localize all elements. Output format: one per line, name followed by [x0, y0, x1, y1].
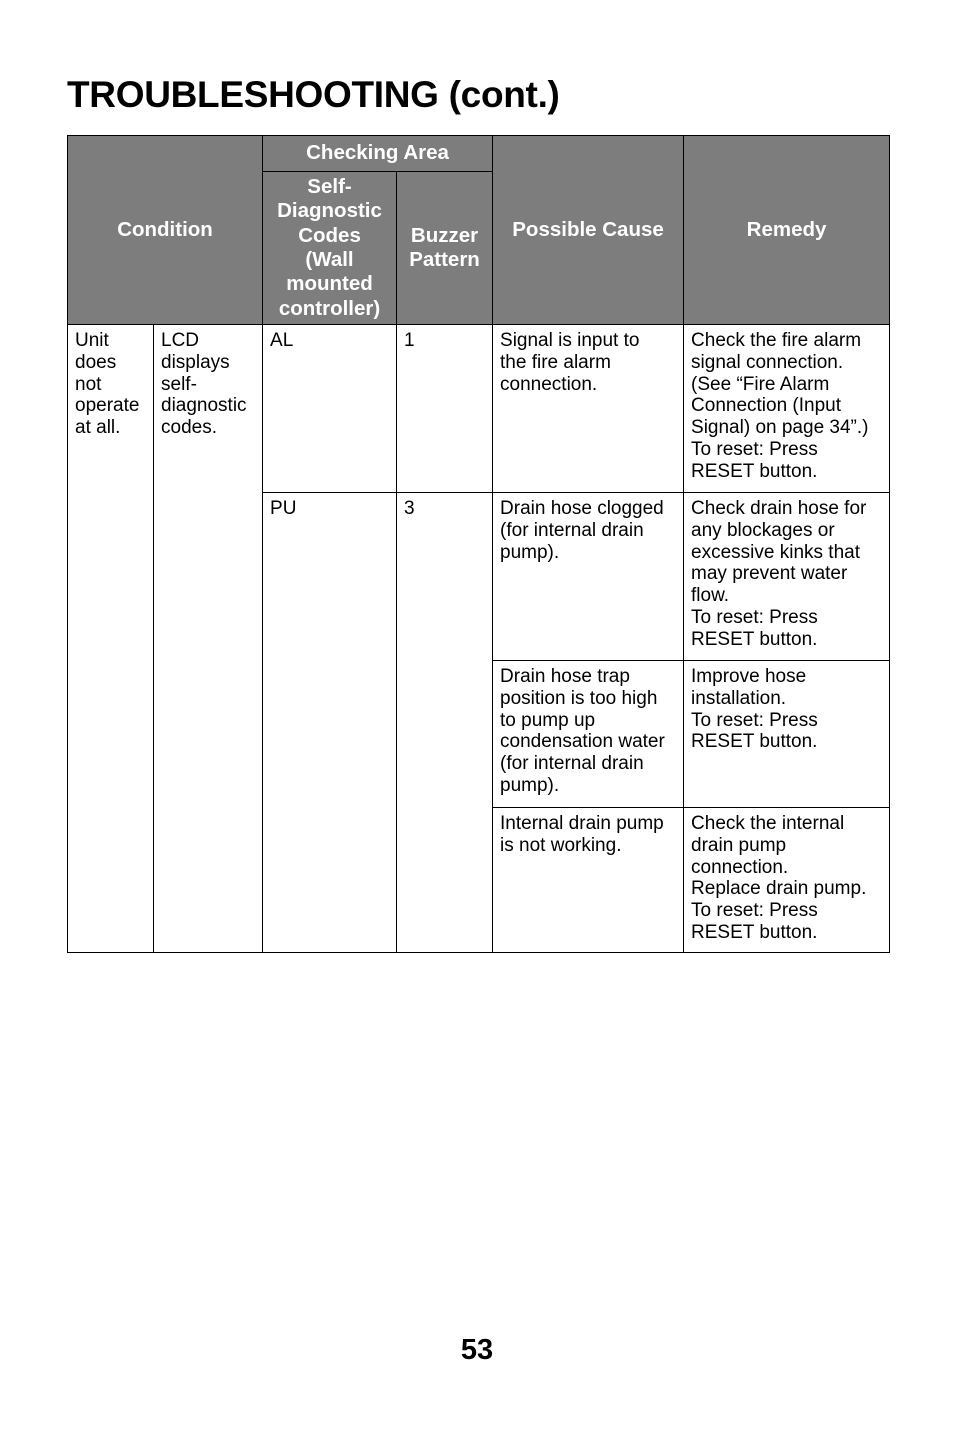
code-cell: AL: [263, 325, 397, 493]
buzzer-cell: 3: [397, 493, 493, 953]
cause-cell: Drain hose clogged (for internal drain pump).: [493, 493, 684, 661]
header-checking-area: Checking Area: [263, 136, 493, 172]
header-buzzer-pattern: Buzzer Pattern: [397, 172, 493, 325]
remedy-cell: Check drain hose for any blockages or excessive kinks that may prevent water flow. To reset: Press RESET button.: [684, 493, 890, 661]
cause-cell: Drain hose trap position is too high to pump up condensation water (for internal drain pump).: [493, 661, 684, 808]
remedy-cell: Check the fire alarm signal connection. (See “Fire Alarm Connection (Input Signal) on page 34”.) To reset: Press RESET button.: [684, 325, 890, 493]
remedy-cell: Improve hose installation. To reset: Press RESET button.: [684, 661, 890, 808]
condition-main-cell: Unit does not operate at all.: [68, 325, 154, 953]
troubleshooting-table: [67, 135, 890, 953]
page-title: TROUBLESHOOTING (cont.): [67, 74, 560, 115]
header-condition: Condition: [68, 136, 263, 325]
table-row: [68, 325, 890, 493]
buzzer-cell: 1: [397, 325, 493, 493]
code-cell: PU: [263, 493, 397, 953]
condition-sub-cell: LCD displays self- diagnostic codes.: [154, 325, 263, 953]
cause-cell: Signal is input to the fire alarm connection.: [493, 325, 684, 493]
header-possible-cause: Possible Cause: [493, 136, 684, 325]
header-self-diagnostic-codes: Self- Diagnostic Codes (Wall mounted controller): [263, 172, 397, 325]
cause-cell: Internal drain pump is not working.: [493, 808, 684, 953]
header-remedy: Remedy: [684, 136, 890, 325]
page-number: 53: [460, 1334, 494, 1366]
remedy-cell: Check the internal drain pump connection. Replace drain pump. To reset: Press RESET button.: [684, 808, 890, 953]
